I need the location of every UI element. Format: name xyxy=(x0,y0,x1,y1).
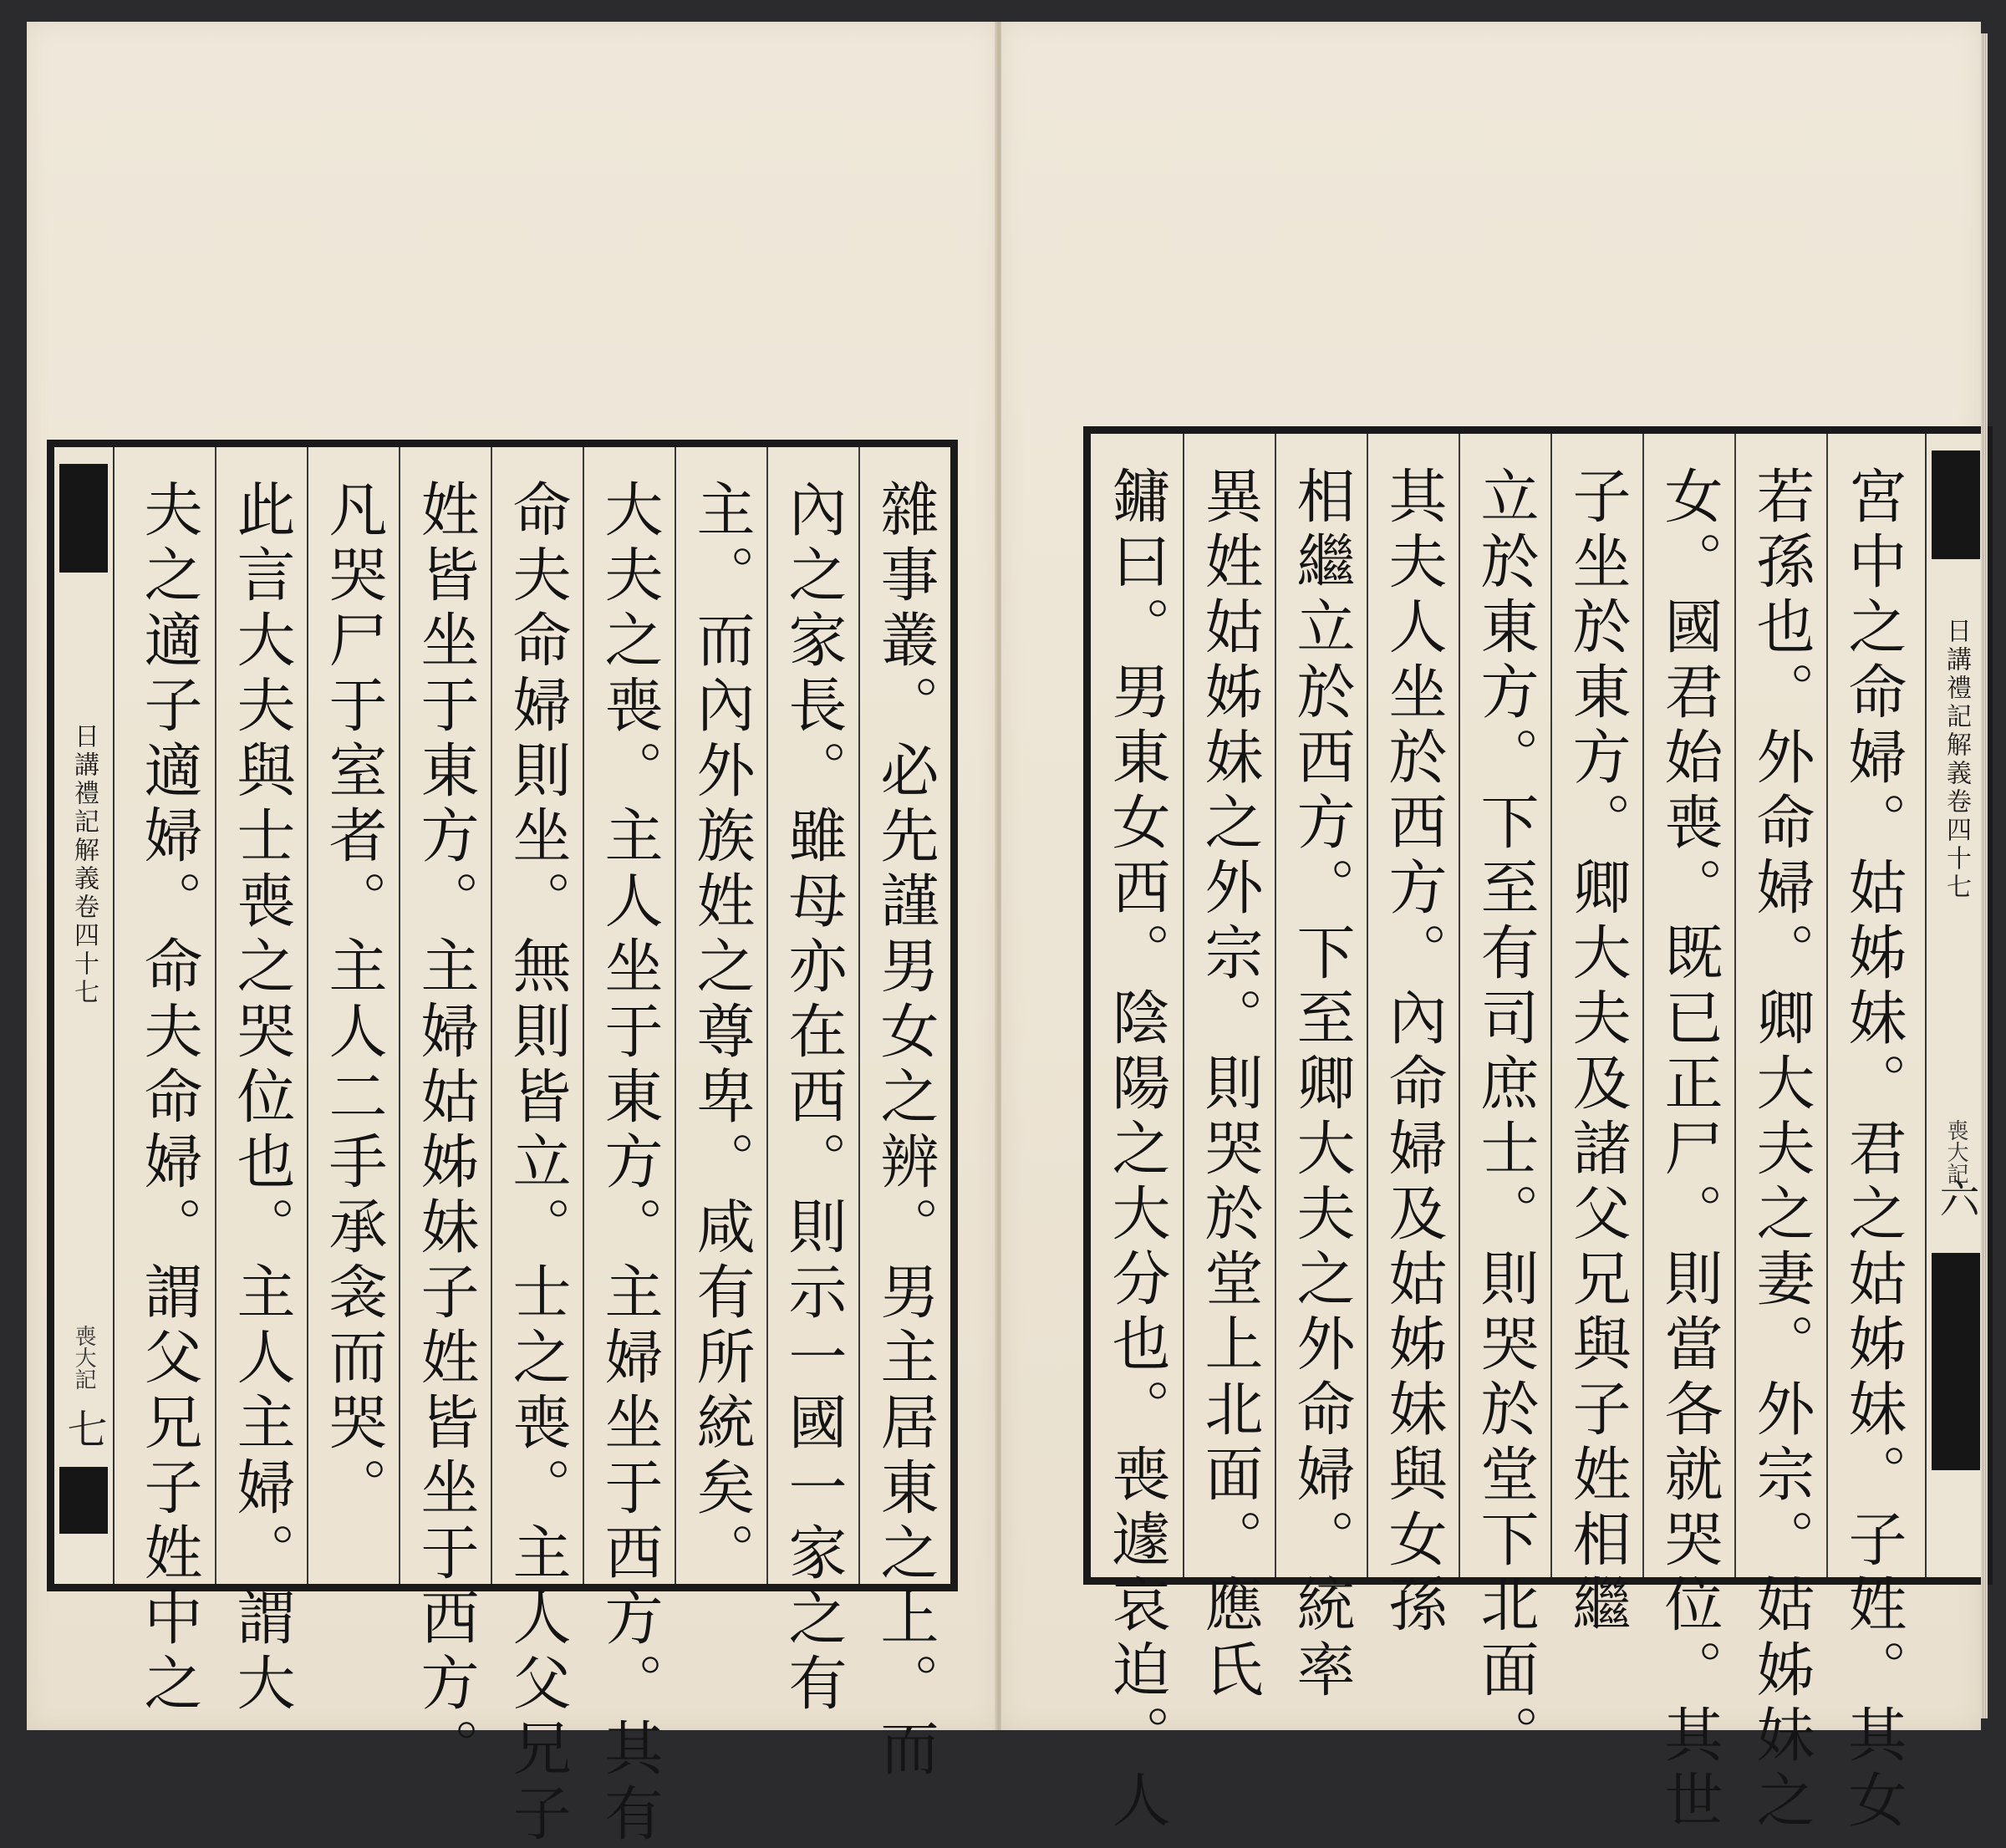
right-banxin xyxy=(1925,434,1985,1577)
text-column: 此言大夫與士喪之哭位也。主人主婦。謂大 xyxy=(215,447,307,1584)
banxin-page-number: 七 xyxy=(60,1408,107,1448)
text-column: 內之家長。雖母亦在西。則示一國一家之有 xyxy=(766,447,858,1584)
text-column: 鏞曰。男東女西。陰陽之大分也。喪遽哀迫。人 xyxy=(1102,466,1171,1835)
fore-edge xyxy=(1981,33,1988,1718)
banxin-page-number: 六 xyxy=(1932,1178,1979,1218)
text-column: 異姓姑姊妹之外宗。則哭於堂上北面。應氏 xyxy=(1183,434,1275,1577)
text-column: 命夫命婦則坐。無則皆立。士之喪。主人父兄子 xyxy=(491,447,583,1584)
left-text-frame xyxy=(47,440,958,1848)
banxin-book-title: 日講禮記解義卷四十七 xyxy=(69,723,99,1007)
text-column: 宮中之命婦。姑姊妹。君之姑姊妹。子姓。其女 xyxy=(1826,434,1918,1577)
fish-tail-mark-lower xyxy=(59,1467,108,1534)
banxin-section-title: 喪大記 xyxy=(1943,1119,1968,1184)
text-column: 姓皆坐于東方。主婦姑姊妹子姓皆坐于西方。 xyxy=(399,447,491,1584)
text-column: 主。而內外族姓之尊卑。咸有所統矣。 xyxy=(675,447,766,1584)
text-column: 夫之適子適婦。命夫命婦。謂父兄子姓中之 xyxy=(135,479,203,1718)
fish-tail-mark xyxy=(1932,451,1980,559)
text-column: 立於東方。下至有司庶士。則哭於堂下北面。 xyxy=(1459,434,1550,1577)
text-column: 大夫之喪。主人坐于東方。主婦坐于西方。其有 xyxy=(583,447,675,1584)
right-text-columns xyxy=(1091,434,1918,1835)
text-column: 若孫也。外命婦。卿大夫之妻。外宗。姑姊妹之 xyxy=(1734,434,1826,1577)
left-text-columns xyxy=(115,447,950,1848)
banxin-book-title: 日講禮記解義卷四十七 xyxy=(1942,618,1971,902)
text-column: 相繼立於西方。下至卿大夫之外命婦。統率 xyxy=(1275,434,1367,1577)
text-column: 凡哭尸于室者。主人二手承衾而哭。 xyxy=(307,447,399,1584)
text-column: 其夫人坐於西方。內命婦及姑姊妹與女孫 xyxy=(1367,434,1459,1577)
text-column: 子坐於東方。卿大夫及諸父兄與子姓相繼 xyxy=(1550,434,1642,1577)
text-column: 雜事叢。必先謹男女之辨。男主居東之上。而 xyxy=(858,447,950,1584)
right-text-frame xyxy=(1083,426,1993,1835)
fish-tail-mark-lower xyxy=(1932,1253,1980,1470)
text-column: 女。國君始喪。既已正尸。則當各就哭位。其世 xyxy=(1642,434,1734,1577)
fish-tail-mark xyxy=(59,464,108,573)
right-page xyxy=(1001,22,1981,1835)
banxin-section-title: 喪大記 xyxy=(71,1325,96,1390)
left-page xyxy=(27,22,998,1848)
left-banxin xyxy=(54,447,115,1584)
